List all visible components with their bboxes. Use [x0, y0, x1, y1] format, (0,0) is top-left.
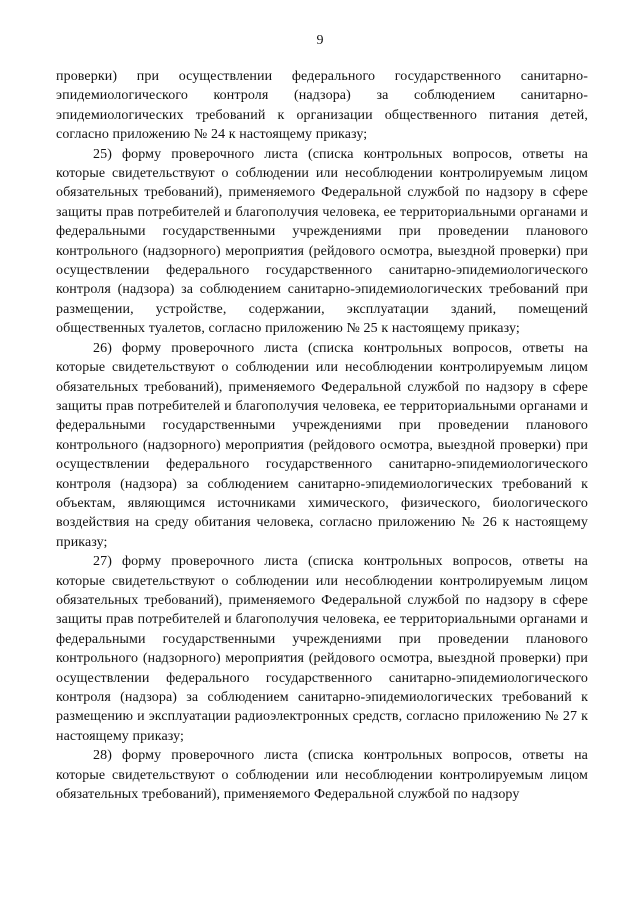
- paragraph-item-25: 25) форму проверочного листа (списка контрольных вопросов, ответы на которые свидетельствуют о соблюдении или несоблюдении контролируемым лицом обязательных требований), применяемого Федеральной службой по надзору в сфере защиты прав потребителей и благополучия человека, ее территориальными органами и федеральными государственными учреждениями при проведении планового контрольного (надзорного) мероприятия (рейдового осмотра, выездной проверки) при осуществлении федерального государственного санитарно-эпидемиологического контроля (надзора) за соблюдением санитарно-эпидемиологических требований при размещении, устройстве, содержании, эксплуатации зданий, помещений общественных туалетов, согласно приложению № 25 к настоящему приказу;: [56, 146, 588, 337]
- paragraph-continuation: проверки) при осуществлении федерального государственного санитарно-эпидемиологического контроля (надзора) за соблюдением санитарно-эпидемиологических требований к организации общественного питания детей, согласно приложению № 24 к настоящему приказу;: [56, 69, 588, 143]
- page-number: 9: [316, 33, 324, 48]
- paragraph-item-26: 26) форму проверочного листа (списка контрольных вопросов, ответы на которые свидетельствуют о соблюдении или несоблюдении контролируемым лицом обязательных требований), применяемого Федеральной службой по надзору в сфере защиты прав потребителей и благополучия человека, ее территориальными органами и федеральными государственными учреждениями при проведении планового контрольного (надзорного) мероприятия (рейдового осмотра, выездной проверки) при осуществлении федерального государственного санитарно-эпидемиологического контроля (надзора) за соблюдением санитарно-эпидемиологических требований к объектам, являющимся источниками химического, физического, биологического воздействия на среду обитания человека, согласно приложению № 26 к настоящему приказу;: [56, 340, 588, 550]
- paragraph-item-27: 27) форму проверочного листа (списка контрольных вопросов, ответы на которые свидетельствуют о соблюдении или несоблюдении контролируемым лицом обязательных требований), применяемого Федеральной службой по надзору в сфере защиты прав потребителей и благополучия человека, ее территориальными органами и федеральными государственными учреждениями при проведении планового контрольного (надзорного) мероприятия (рейдового осмотра, выездной проверки) при осуществлении федерального государственного санитарно-эпидемиологического контроля (надзора) за соблюдением санитарно-эпидемиологических требований к размещению и эксплуатации радиоэлектронных средств, согласно приложению № 27 к настоящему приказу;: [56, 554, 588, 744]
- paragraph-item-28: 28) форму проверочного листа (списка контрольных вопросов, ответы на которые свидетельствуют о соблюдении или несоблюдении контролируемым лицом обязательных требований), применяемого Федеральной службой по надзору: [56, 748, 588, 803]
- document-body: [56, 67, 588, 804]
